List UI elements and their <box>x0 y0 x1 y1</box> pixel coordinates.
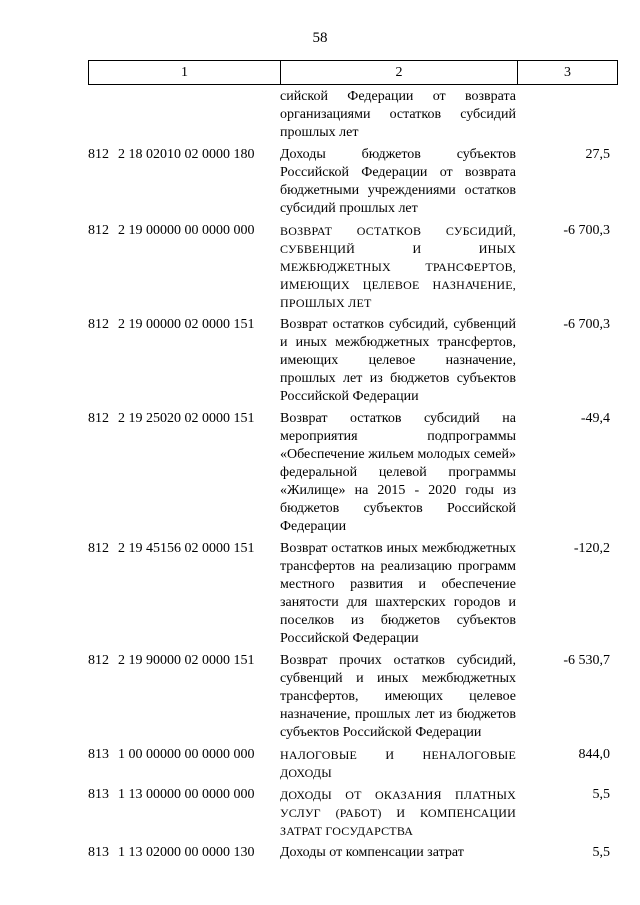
amount-cell: -120,2 <box>573 541 610 556</box>
admin-code-cell <box>88 88 118 142</box>
table-row <box>88 316 618 406</box>
amount-cell: 27,5 <box>585 147 610 162</box>
amount-cell: 5,5 <box>592 787 610 802</box>
table-row <box>88 844 618 862</box>
table-row <box>88 786 618 840</box>
description-cell: Доходы от компенсации затрат <box>280 845 464 860</box>
description-cell: НАЛОГОВЫЕ И НЕНАЛОГОВЫЕ ДОХОДЫ <box>280 748 516 780</box>
admin-code-cell: 812 <box>88 653 109 668</box>
header-col-1: 1 <box>89 61 281 84</box>
budget-code-cell: 1 00 00000 00 0000 000 <box>118 747 255 762</box>
admin-code-cell: 812 <box>88 147 109 162</box>
description-cell: ВОЗВРАТ ОСТАТКОВ СУБСИДИЙ, СУБВЕНЦИЙ И ИНЫХ МЕЖБЮДЖЕТНЫХ ТРАНСФЕРТОВ, ИМЕЮЩИХ ЦЕЛЕВОЕ НАЗНАЧЕНИЕ, ПРОШЛЫХ ЛЕТ <box>280 224 516 310</box>
budget-code-cell: 2 18 02010 02 0000 180 <box>118 147 255 162</box>
budget-code-cell: 2 19 90000 02 0000 151 <box>118 653 255 668</box>
table-row <box>88 88 618 142</box>
description-cell: Возврат остатков иных межбюджетных трансфертов на реализацию программ местного развития и обеспечение занятости для шахтерских городов и поселков из бюджетов субъектов Российской Федерации <box>280 541 516 646</box>
admin-code-cell: 813 <box>88 747 109 762</box>
budget-code-cell: 1 13 02000 00 0000 130 <box>118 845 255 860</box>
table-row <box>88 222 618 312</box>
amount-cell: -6 700,3 <box>563 317 610 332</box>
description-cell: ДОХОДЫ ОТ ОКАЗАНИЯ ПЛАТНЫХ УСЛУГ (РАБОТ) И КОМПЕНСАЦИИ ЗАТРАТ ГОСУДАРСТВА <box>280 788 516 838</box>
table-body <box>88 88 618 866</box>
page-number: 58 <box>312 30 328 46</box>
amount-cell: -49,4 <box>580 411 610 426</box>
amount-cell <box>516 88 618 142</box>
description-cell: сийской Федерации от возврата организациями остатков субсидий прошлых лет <box>280 89 516 140</box>
table-row <box>88 146 618 218</box>
header-col-2: 2 <box>281 61 518 84</box>
table-row <box>88 540 618 648</box>
header-col-3: 3 <box>564 64 571 80</box>
budget-code-cell: 1 13 00000 00 0000 000 <box>118 787 255 802</box>
budget-code-cell: 2 19 00000 02 0000 151 <box>118 317 255 332</box>
budget-code-cell <box>118 88 280 142</box>
admin-code-cell: 812 <box>88 541 109 556</box>
description-cell: Возврат остатков субсидий, субвенций и иных межбюджетных трансфертов, имеющих целевое назначение, прошлых лет из бюджетов субъектов Российской Федерации <box>280 317 516 404</box>
table-row <box>88 410 618 536</box>
amount-cell: 844,0 <box>578 747 610 762</box>
admin-code-cell: 812 <box>88 317 109 332</box>
description-cell: Возврат прочих остатков субсидий, субвенций и иных межбюджетных трансфертов, имеющих целевое назначение, прошлых лет из бюджетов субъектов Российской Федерации <box>280 653 516 740</box>
description-cell: Возврат остатков субсидий на мероприятия подпрограммы «Обеспечение жильем молодых семей» федеральной целевой программы «Жилище» на 2015 - 2020 годы из бюджетов субъектов Российской Федерации <box>280 411 516 534</box>
table-header <box>88 60 618 85</box>
table-row <box>88 746 618 782</box>
admin-code-cell: 812 <box>88 411 109 426</box>
admin-code-cell: 813 <box>88 787 109 802</box>
amount-cell: 5,5 <box>592 845 610 860</box>
budget-code-cell: 2 19 45156 02 0000 151 <box>118 541 255 556</box>
amount-cell: -6 530,7 <box>563 653 610 668</box>
description-cell: Доходы бюджетов субъектов Российской Федерации от возврата бюджетными учреждениями остатков субсидий прошлых лет <box>280 147 516 216</box>
budget-code-cell: 2 19 25020 02 0000 151 <box>118 411 255 426</box>
table-row <box>88 652 618 742</box>
admin-code-cell: 812 <box>88 223 109 238</box>
budget-code-cell: 2 19 00000 00 0000 000 <box>118 223 255 238</box>
amount-cell: -6 700,3 <box>563 223 610 238</box>
admin-code-cell: 813 <box>88 845 109 860</box>
